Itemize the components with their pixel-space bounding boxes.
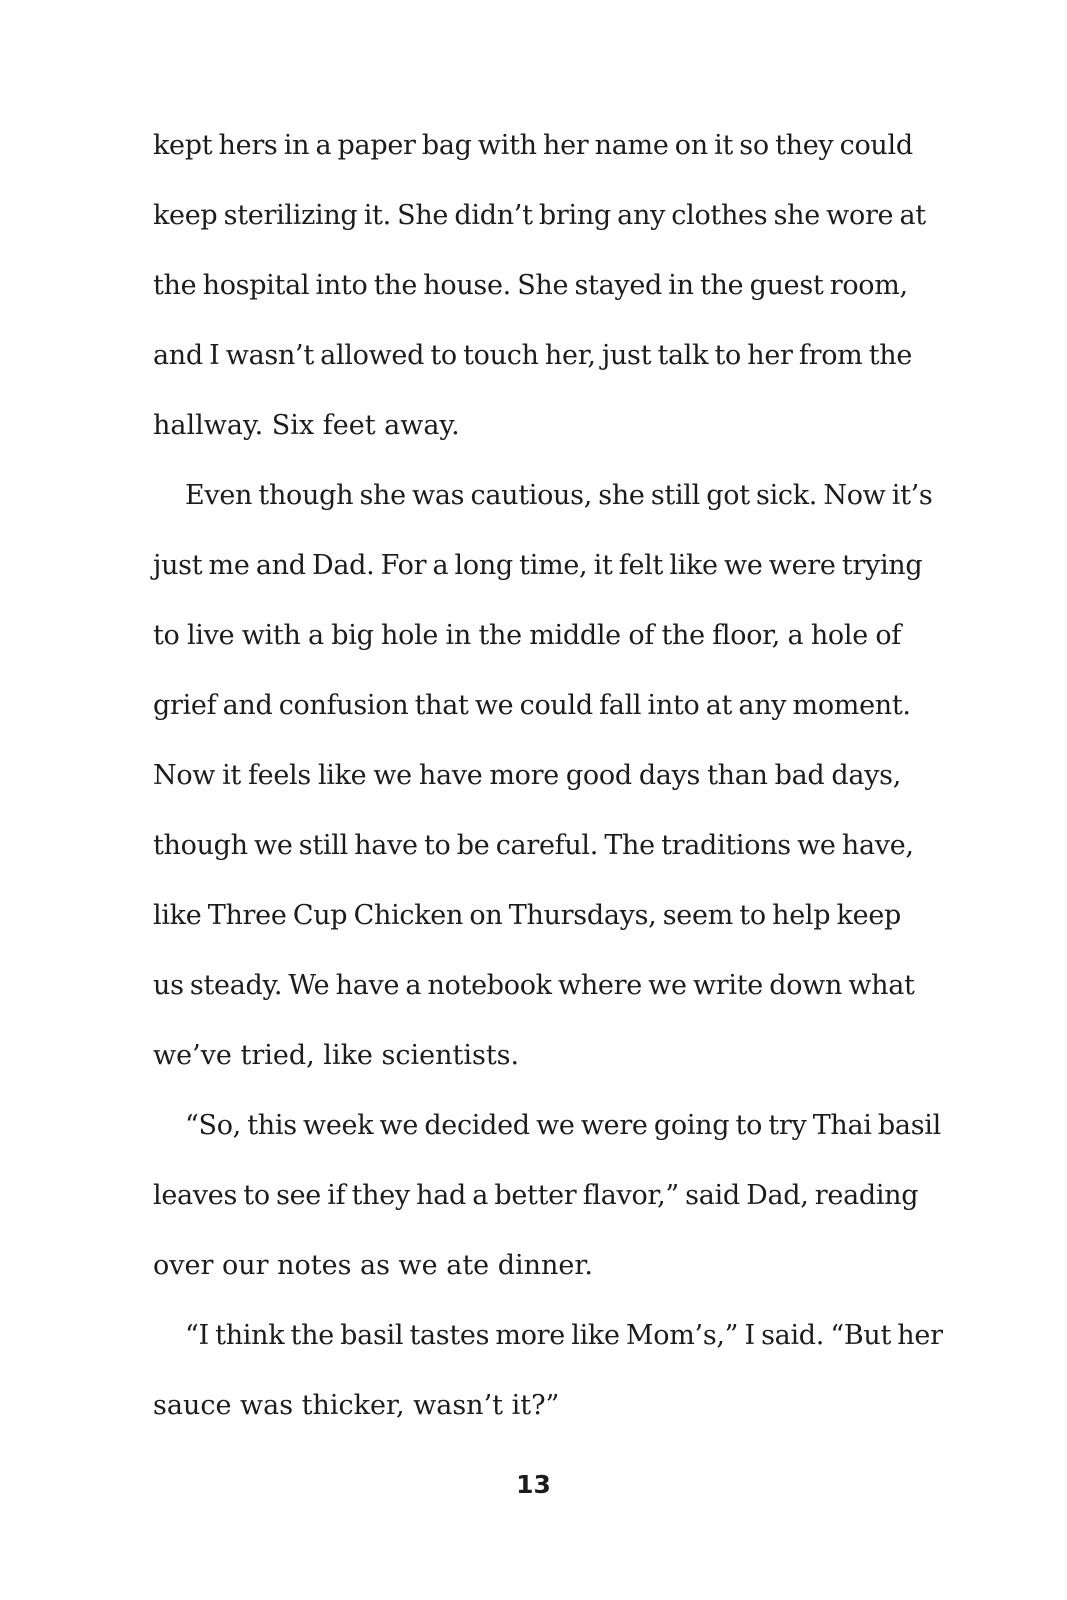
text-line: just me and Dad. For a long time, it felt like we were trying (153, 550, 923, 581)
text-line: to live with a big hole in the middle of the floor, a hole of (153, 620, 901, 651)
text-line: Even though she was cautious, she still got sick. Now it’s (185, 480, 933, 511)
text-line: and I wasn’t allowed to touch her, just talk to her from the (153, 340, 913, 371)
text-line: over our notes as we ate dinner. (153, 1250, 593, 1281)
body-text (153, 111, 943, 1441)
text-line: like Three Cup Chicken on Thursdays, seem to help keep (153, 900, 901, 931)
paragraph (153, 111, 926, 461)
text-line: “I think the basil tastes more like Mom’s,” I said. “But her (185, 1320, 943, 1351)
text-line: grief and confusion that we could fall into at any moment. (153, 690, 911, 721)
paragraph (153, 1091, 941, 1301)
page-number: 13 (516, 1470, 551, 1499)
text-line: leaves to see if they had a better flavor,” said Dad, reading (153, 1180, 919, 1211)
text-line: us steady. We have a notebook where we write down what (153, 970, 915, 1001)
text-line: sauce was thicker, wasn’t it?” (153, 1390, 560, 1421)
text-line: hallway. Six feet away. (153, 410, 460, 441)
text-line: we’ve tried, like scientists. (153, 1040, 520, 1071)
paragraph (153, 1301, 943, 1441)
text-line: kept hers in a paper bag with her name on it so they could (153, 130, 913, 161)
text-line: keep sterilizing it. She didn’t bring any clothes she wore at (153, 200, 926, 231)
text-line: “So, this week we decided we were going to try Thai basil (185, 1110, 941, 1141)
text-line: though we still have to be careful. The traditions we have, (153, 830, 914, 861)
text-line: Now it feels like we have more good days than bad days, (153, 760, 901, 791)
text-line: the hospital into the house. She stayed in the guest room, (153, 270, 908, 301)
paragraph (153, 461, 933, 1091)
